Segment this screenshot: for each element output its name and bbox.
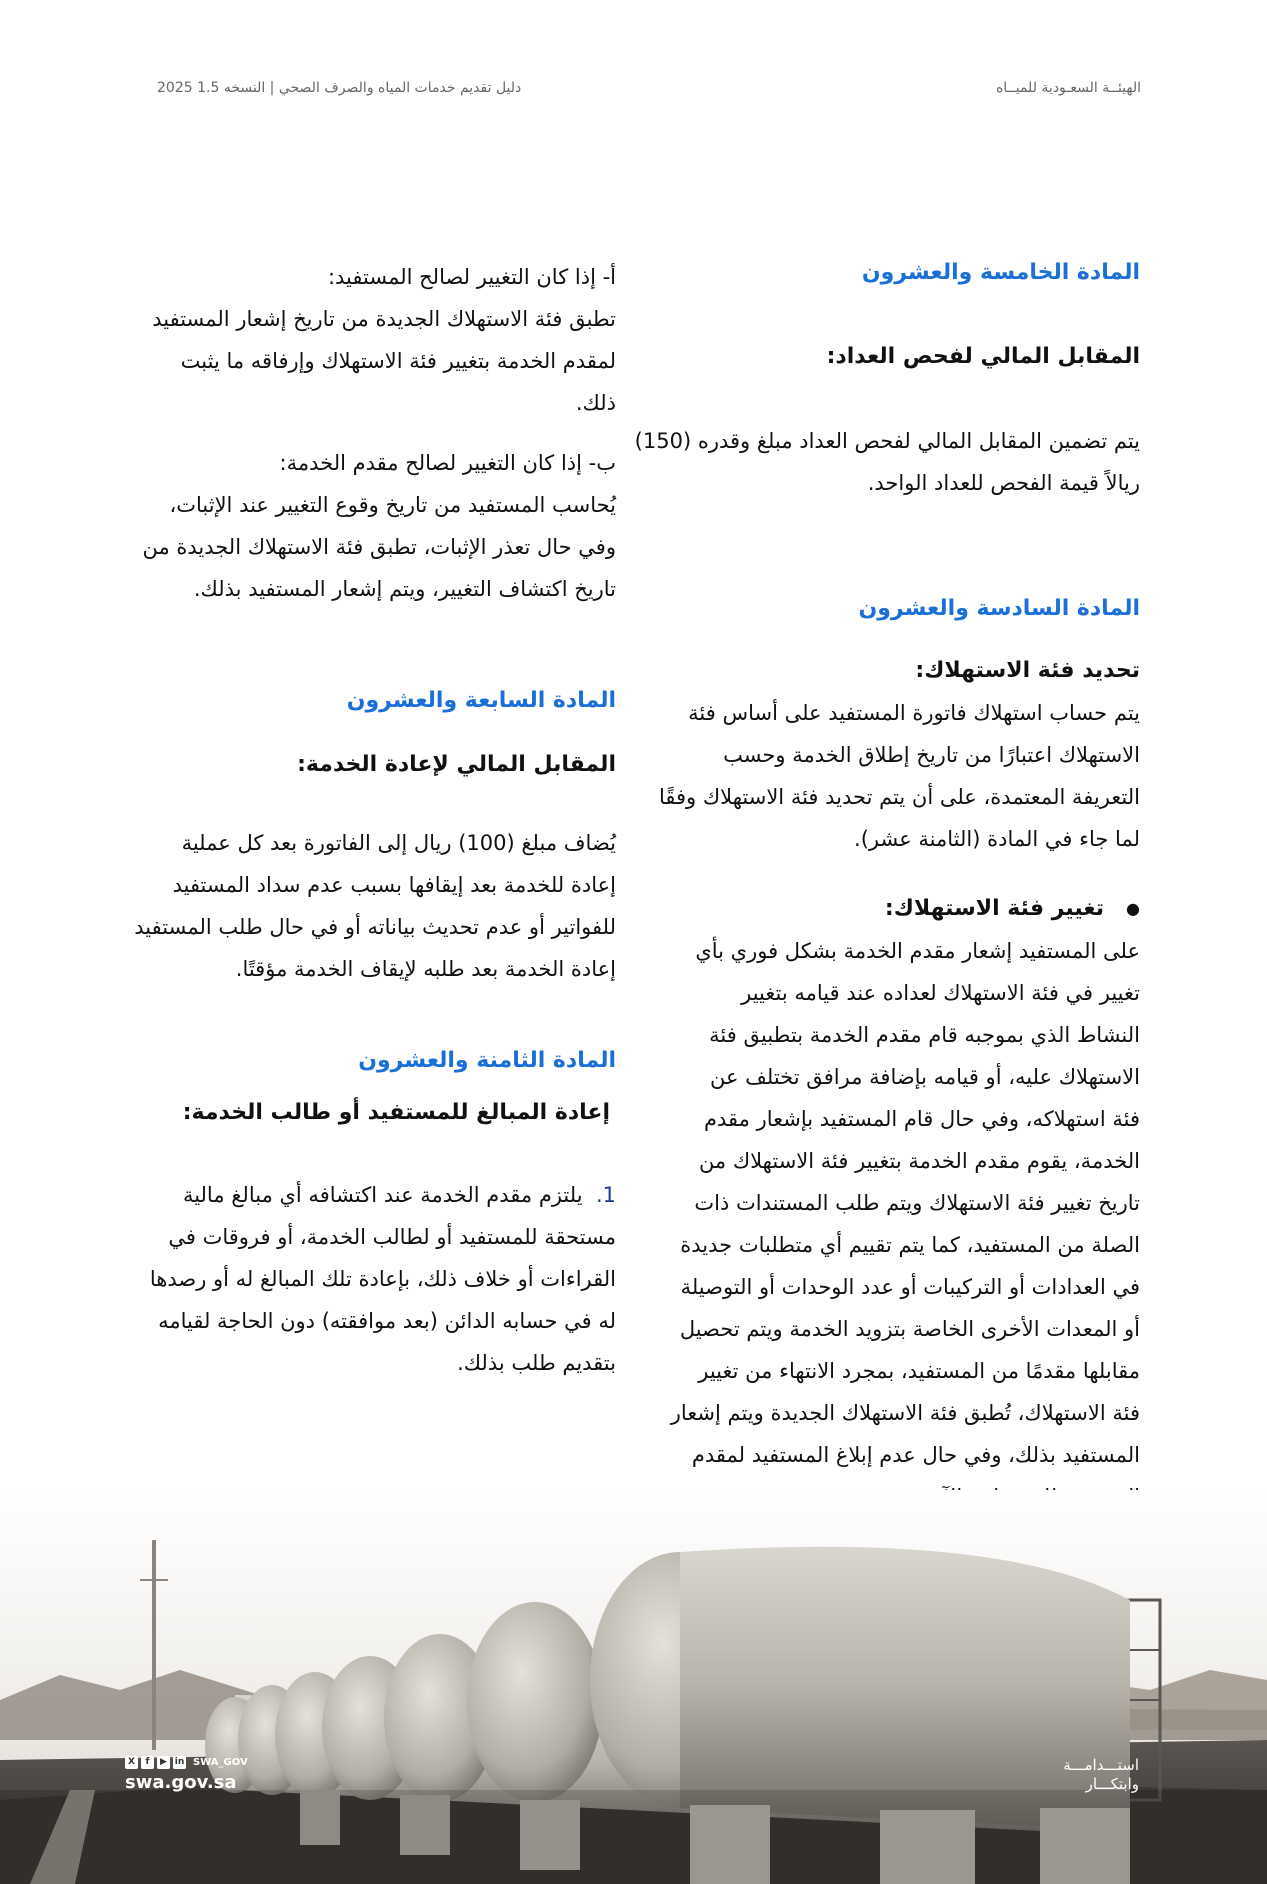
article-26-line: التعريفة المعتمدة، على أن يتم تحديد فئة الاستهلاك وفقًا <box>659 785 1140 809</box>
article-28-line: بتقديم طلب بذلك. <box>457 1351 616 1375</box>
facebook-icon[interactable]: f <box>141 1756 154 1769</box>
article-25-title: المادة الخامسة والعشرون <box>861 260 1140 285</box>
clause-b-line: يُحاسب المستفيد من تاريخ وقوع التغيير عند الإثبات، <box>169 493 616 517</box>
website-link[interactable]: swa.gov.sa <box>125 1772 237 1793</box>
clause-b-line: تاريخ اكتشاف التغيير، ويتم إشعار المستفيد بذلك. <box>193 577 616 601</box>
social-handle[interactable]: SWA_GOV <box>193 1757 248 1768</box>
article-27-line: إعادة الخدمة بعد طلبه لإيقاف الخدمة مؤقتًا. <box>235 957 616 981</box>
clause-b-title: ب- إذا كان التغيير لصالح مقدم الخدمة: <box>279 451 616 475</box>
bullet-line: تاريخ تغيير فئة الاستهلاك ويتم طلب المستندات ذات <box>694 1191 1140 1215</box>
article-27-line: إعادة للخدمة بعد إيقافها بسبب عدم سداد المستفيد <box>172 873 616 897</box>
article-28-line: مستحقة للمستفيد أو لطالب الخدمة، أو فروقات في <box>168 1225 616 1249</box>
linkedin-icon[interactable]: in <box>174 1757 185 1767</box>
bullet-line: في العدادات أو التركيبات أو عدد الوحدات أو التوصيلة <box>680 1275 1140 1299</box>
clause-a-line: تطبق فئة الاستهلاك الجديدة من تاريخ إشعار المستفيد <box>152 307 616 331</box>
bullet-line: على المستفيد إشعار مقدم الخدمة بشكل فوري بأي <box>695 939 1140 963</box>
x-icon[interactable]: X <box>125 1756 138 1769</box>
article-28-subtitle: إعادة المبالغ للمستفيد أو طالب الخدمة: <box>182 1100 610 1125</box>
bullet-line: الصلة من المستفيد، كما يتم تقييم أي متطلبات جديدة <box>680 1233 1140 1257</box>
document-title: دليل تقديم خدمات المياه والصرف الصحي | النسخه 1.5 2025 <box>157 80 522 96</box>
article-26-line: لما جاء في المادة (الثامنة عشر). <box>854 827 1140 851</box>
bullet-icon: ● <box>1126 899 1140 918</box>
bullet-line: فئة استهلاكه، وفي حال قام المستفيد بإشعار مقدم <box>704 1107 1140 1131</box>
bullet-line: تغيير في فئة الاستهلاك لعداده عند قيامه بتغيير <box>741 981 1140 1005</box>
water-tanks-photo <box>0 1490 1267 1884</box>
org-name: الهيئــة السعـودية للميــاه <box>995 80 1141 96</box>
bullet-line: النشاط الذي بموجبه قام مقدم الخدمة بتطبيق فئة <box>709 1023 1140 1047</box>
article-26-title: المادة السادسة والعشرون <box>858 596 1140 621</box>
clause-a-line: لمقدم الخدمة بتغيير فئة الاستهلاك وإرفاقه ما يثبت <box>180 349 616 373</box>
clause-a-line: ذلك. <box>575 391 616 415</box>
bullet-line: فئة الاستهلاك، تُطبق فئة الاستهلاك الجديدة ويتم إشعار <box>670 1401 1140 1425</box>
clause-b-line: وفي حال تعذر الإثبات، تطبق فئة الاستهلاك الجديدة من <box>142 535 616 559</box>
bullet-line: أو المعدات الأخرى الخاصة بتزويد الخدمة ويتم تحصيل <box>679 1317 1140 1341</box>
bullet-line: الخدمة، يقوم مقدم الخدمة بتغيير فئة الاستهلاك من <box>698 1149 1140 1173</box>
bullet-title: تغيير فئة الاستهلاك: <box>884 896 1105 921</box>
article-26-line: الاستهلاك اعتبارًا من تاريخ إطلاق الخدمة وحسب <box>723 743 1140 767</box>
bullet-line: مقابلها مقدمًا من المستفيد، بمجرد الانتهاء من تغيير <box>698 1359 1140 1383</box>
article-26-subtitle: تحديد فئة الاستهلاك: <box>915 658 1140 683</box>
article-28-item-1 <box>124 1174 616 1216</box>
clause-a-title: أ- إذا كان التغيير لصالح المستفيد: <box>327 265 616 289</box>
slogan-line-1: استـــدامـــة <box>1063 1756 1139 1774</box>
article-27-line: للفواتير أو عدم تحديث بياناته أو في حال طلب المستفيد <box>134 915 616 939</box>
article-25-text-line: يتم تضمين المقابل المالي لفحص العداد مبلغ وقدره (150) <box>634 429 1140 453</box>
article-25-subtitle: المقابل المالي لفحص العداد: <box>826 344 1140 369</box>
youtube-icon[interactable]: ▶ <box>157 1756 170 1769</box>
article-26-line: يتم حساب استهلاك فاتورة المستفيد على أساس فئة <box>688 701 1140 725</box>
slogan <box>1063 1756 1139 1794</box>
item-number: 1. <box>595 1183 616 1207</box>
left-column <box>124 256 616 1384</box>
article-28-title: المادة الثامنة والعشرون <box>358 1048 616 1073</box>
article-28-line: القراءات أو خلاف ذلك، بإعادة تلك المبالغ له أو رصدها <box>149 1267 616 1291</box>
bullet-line: الاستهلاك عليه، أو قيامه بإضافة مرافق تختلف عن <box>709 1065 1140 1089</box>
article-28-first-line: يلتزم مقدم الخدمة عند اكتشافه أي مبالغ مالية <box>182 1183 583 1207</box>
article-27-line: يُضاف مبلغ (100) ريال إلى الفاتورة بعد كل عملية <box>181 831 616 855</box>
slogan-line-2: وابتكـــار <box>1085 1775 1139 1793</box>
social-links <box>125 1756 248 1769</box>
article-25-text-line: ريالاً قيمة الفحص للعداد الواحد. <box>867 471 1140 495</box>
article-28-line: له في حسابه الدائن (بعد موافقته) دون الحاجة لقيامه <box>158 1309 616 1333</box>
bullet-line: المستفيد بذلك، وفي حال عدم إبلاغ المستفيد لمقدم <box>691 1443 1140 1467</box>
article-27-title: المادة السابعة والعشرون <box>346 688 616 713</box>
article-27-subtitle: المقابل المالي لإعادة الخدمة: <box>297 752 616 777</box>
